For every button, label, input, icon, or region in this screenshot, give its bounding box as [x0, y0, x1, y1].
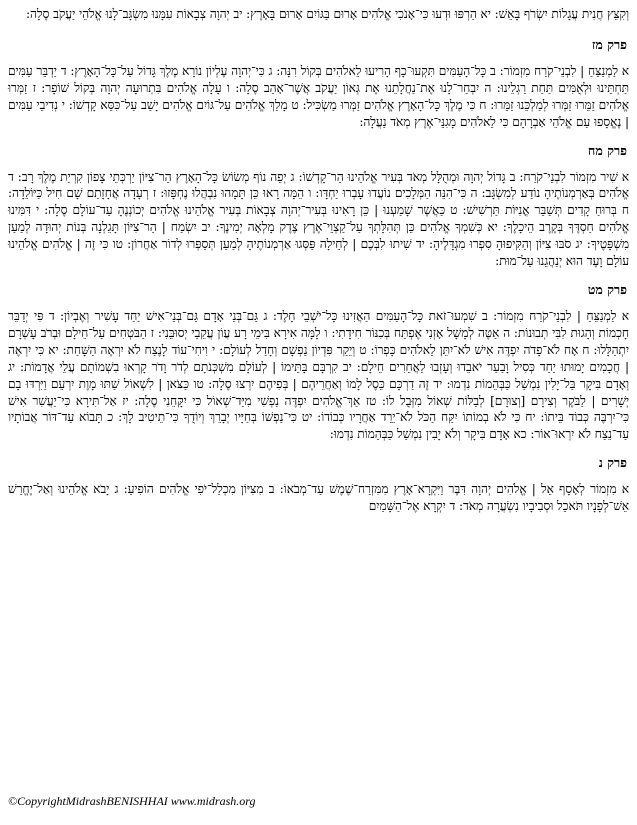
chapter-48: [8, 143, 629, 270]
chapter-title: פרק מח: [587, 142, 627, 158]
chapter-50: [8, 455, 629, 515]
chapter-title: פרק נ: [598, 455, 627, 471]
chapter-title: פרק מט: [587, 281, 627, 297]
chapter-text: א לַמְנַצֵּחַ | לִבְנֵי־קֹרַח מִזְמוֹר: ב כָּל־הָעַמִּים תִּקְעוּ־כָף הָרִיעוּ לֵאלֹהִים בְּקוֹל רִנָּה: ג כִּי־יְהוָה עֶלְיוֹן נוֹרָא מֶלֶךְ גָּדוֹל עַל־כָּל־הָאָרֶץ: ד יַדְבֵּר עַמִּים תַּחְתֵּינוּ וּלְאֻמִּים תַּחַת רַגְלֵינוּ: ה יִבְחַר־לָנוּ אֶת־נַחֲלָתֵנוּ אֶת גְּאוֹן יַעֲקֹב אֲשֶׁר־אָהֵב סֶלָה: ו עָלָה אֱלֹהִים בִּתְרוּעָה יְהוָה בְּקוֹל שׁוֹפָר: ז זַמְּרוּ אֱלֹהִים זַמֵּרוּ זַמְּרוּ לְמַלְכֵּנוּ זַמֵּרוּ: ח כִּי מֶלֶךְ כָּל־הָאָרֶץ אֱלֹהִים זַמְּרוּ מַשְׂכִּיל: ט מָלַךְ אֱלֹהִים עַל־גּוֹיִם אֱלֹהִים יָשַׁב עַל־כִּסֵּא קָדְשׁוֹ: י נְדִיבֵי עַמִּים | נֶאֱסָפוּ עַם אֱלֹהֵי אַבְרָהָם כִּי לֵאלֹהִים מָגִנֵּי־אֶרֶץ מְאֹד נַעֲלָה:: [8, 63, 629, 129]
chapter-title: פרק מז: [591, 36, 627, 52]
chapter-text: א שִׁיר מִזְמוֹר לִבְנֵי־קֹרַח: ב גָּדוֹל יְהוָה וּמְהֻלָּל מְאֹד בְּעִיר אֱלֹהֵינוּ הַר־קָדְשׁוֹ: ג יְפֵה נוֹף מְשׂוֹשׂ כָּל־הָאָרֶץ הַר־צִיּוֹן יַרְכְּתֵי צָפוֹן קִרְיַת מֶלֶךְ רָב: ד אֱלֹהִים בְּאַרְמְנוֹתֶיהָ נוֹדַע לְמִשְׂגָּב: ה כִּי־הִנֵּה הַמְּלָכִים נוֹעֲדוּ עָבְרוּ יַחְדָּו: ו הֵמָּה רָאוּ כֵּן תָּמָהוּ נִבְהֲלוּ נֶחְפָּזוּ: ז רְעָדָה אֲחָזָתַם שָׁם חִיל כַּיּוֹלֵדָה: ח בְּרוּחַ קָדִים תְּשַׁבֵּר אֳנִיּוֹת תַּרְשִׁישׁ: ט כַּאֲשֶׁר שָׁמַעְנוּ | כֵּן רָאִינוּ בְּעִיר־יְהוָה צְבָאוֹת בְּעִיר אֱלֹהֵינוּ אֱלֹהִים יְכוֹנְנֶהָ עַד־עוֹלָם סֶלָה: י דִּמִּינוּ אֱלֹהִים חַסְדֶּךָ בְּקֶרֶב הֵיכָלֶךָ: יא כְּשִׁמְךָ אֱלֹהִים כֵּן תְּהִלָּתְךָ עַל־קַצְוֵי־אֶרֶץ צֶדֶק מָלְאָה יְמִינֶךָ: יב יִשְׂמַח | הַר־צִיּוֹן תָּגֵלְנָה בְּנוֹת יְהוּדָה לְמַעַן מִשְׁפָּטֶיךָ: יג סֹבּוּ צִיּוֹן וְהַקִּיפוּהָ סִפְרוּ מִגְדָּלֶיהָ: יד שִׁיתוּ לִבְּכֶם | לְחֵילָה פַּסְּגוּ אַרְמְנוֹתֶיהָ לְמַעַן תְּסַפְּרוּ לְדוֹר אַחֲרוֹן: טו כִּי זֶה | אֱלֹהִים אֱלֹהֵינוּ עוֹלָם וָעֶד הוּא יְנַהֲגֵנוּ עַל־מוּת:: [8, 169, 629, 269]
chapter-text: א לַמְנַצֵּחַ | לִבְנֵי־קֹרַח מִזְמוֹר: ב שִׁמְעוּ־זֹאת כָּל־הָעַמִּים הַאֲזִינוּ כָּל־יֹשְׁבֵי חָלֶד: ג גַּם־בְּנֵי אָדָם גַּם־בְּנֵי־אִישׁ יַחַד עָשִׁיר וְאֶבְיוֹן: ד פִּי יְדַבֵּר חָכְמוֹת וְהָגוּת לִבִּי תְבוּנוֹת: ה אַטֶּה לְמָשָׁל אָזְנִי אֶפְתַּח בְּכִנּוֹר חִידָתִי: ו לָמָּה אִירָא בִּימֵי רָע עֲוֹן עֲקֵבַי יְסוּבֵּנִי: ז הַבֹּטְחִים עַל־חֵילָם וּבְרֹב עָשְׁרָם יִתְהַלָּלוּ: ח אָח לֹא־פָדֹה יִפְדֶּה אִישׁ לֹא־יִתֵּן לֵאלֹהִים כָּפְרוֹ: ט וְיֵקַר פִּדְיוֹן נַפְשָׁם וְחָדַל לְעוֹלָם: י וִיחִי־עוֹד לָנֶצַח לֹא יִרְאֶה הַשָּׁחַת: יא כִּי יִרְאֶה | חֲכָמִים יָמוּתוּ יַחַד כְּסִיל וָבַעַר יֹאבֵדוּ וְעָזְבוּ לַאֲחֵרִים חֵילָם: יב קִרְבָּם בָּתֵּימוֹ | לְעוֹלָם מִשְׁכְּנֹתָם לְדֹר וָדֹר קָרְאוּ בִשְׁמוֹתָם עֲלֵי אֲדָמוֹת: יג וְאָדָם בִּיקָר בַּל־יָלִין נִמְשַׁל כַּבְּהֵמוֹת נִדְמוּ: יד זֶה דַרְכָּם כֵּסֶל לָמוֹ וְאַחֲרֵיהֶם | בְּפִיהֶם יִרְצוּ סֶלָה: טו כַּצֹּאן | לִשְׁאוֹל שַׁתּוּ מָוֶת יִרְעֵם וַיִּרְדּוּ בָם יְשָׁרִים | לַבֹּקֶר וְצִירָם [וְצוּרָם] לְבַלּוֹת שְׁאוֹל מִזְּבֻל לוֹ: טז אַךְ־אֱלֹהִים יִפְדֶּה נַפְשִׁי מִיַּד־שְׁאוֹל כִּי יִקָּחֵנִי סֶלָה: יז אַל־תִּירָא כִּי־יַעֲשִׁר אִישׁ כִּי־יִרְבֶּה כְּבוֹד בֵּיתוֹ: יח כִּי לֹא בְמוֹתוֹ יִקַּח הַכֹּל לֹא־יֵרֵד אַחֲרָיו כְּבוֹדוֹ: יט כִּי־נַפְשׁוֹ בְּחַיָּיו יְבָרֵךְ וְיוֹדֻךָ כִּי־תֵיטִיב לָךְ: כ תָּבוֹא עַד־דּוֹר אֲבוֹתָיו עַד־נֵצַח לֹא יִרְאוּ־אוֹר: כא אָדָם בִּיקָר וְלֹא יָבִין נִמְשַׁל כַּבְּהֵמוֹת נִדְמוּ:: [8, 308, 629, 442]
chapter-49: [8, 282, 629, 443]
copyright-notice: ©CopyrightMidrashBENISHHAI www.midrash.org: [8, 794, 256, 808]
intro-verses: וְקִצֵּץ חֲנִית עֲגָלוֹת יִשְׂרֹף בָּאֵשׁ: יא הַרְפּוּ וּדְעוּ כִּי־אָנֹכִי אֱלֹהִים אָרוּם בַּגּוֹיִם אָרוּם בָּאָרֶץ: יב יְהוָה צְבָאוֹת עִמָּנוּ מִשְׂגָּב־לָנוּ אֱלֹהֵי יַעֲקֹב סֶלָה:: [25, 7, 629, 21]
chapter-47: [8, 37, 629, 131]
chapter-text: א מִזְמוֹר לְאָסָף אֵל | אֱלֹהִים יְהוָה דִּבֶּר וַיִּקְרָא־אָרֶץ מִמִּזְרַח־שֶׁמֶשׁ עַד־מְבֹאוֹ: ב מִצִּיּוֹן מִכְלַל־יֹפִי אֱלֹהִים הוֹפִיעַ: ג יָבֹא אֱלֹהֵינוּ וְאַל־יֶחֱרַשׁ אֵשׁ־לְפָנָיו תֹּאכֵל וּסְבִיבָיו נִשְׂעֲרָה מְאֹד: ד יִקְרָא אֶל־הַשָּׁמַיִם: [8, 482, 629, 514]
